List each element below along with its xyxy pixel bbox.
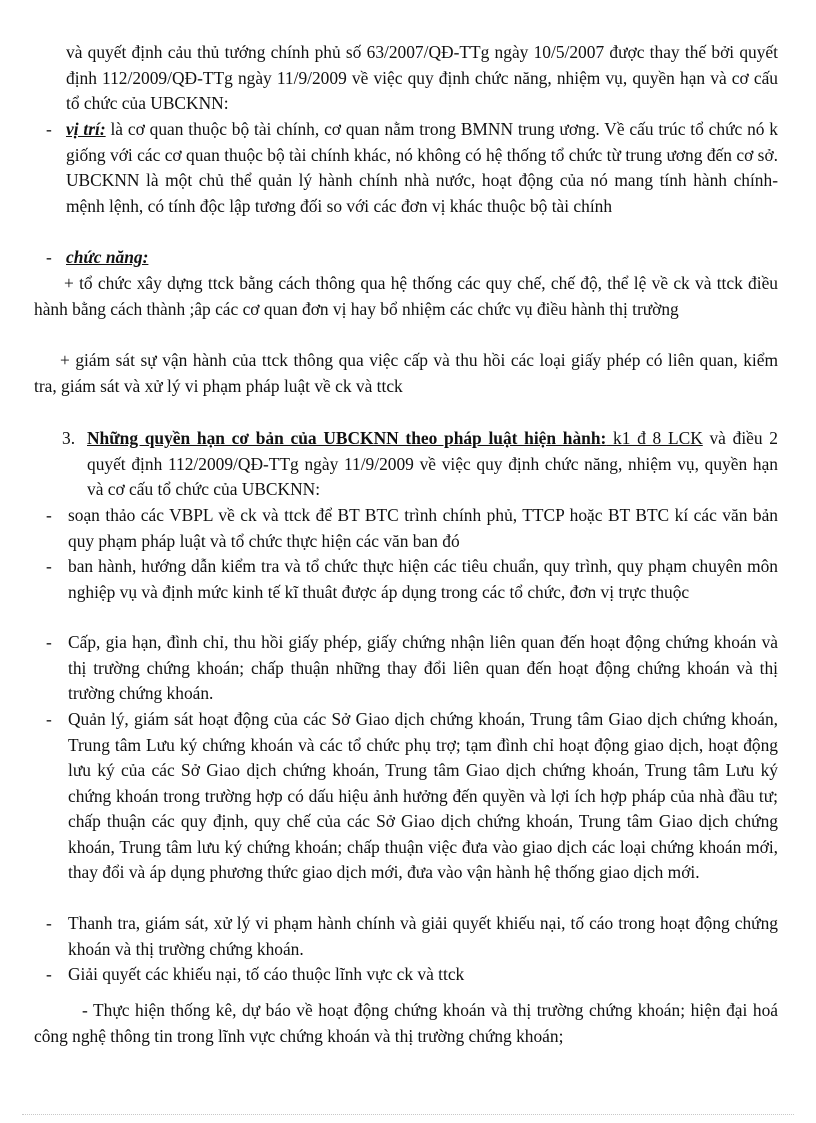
vitri-text: là cơ quan thuộc bộ tài chính, cơ quan nằm trong BMNN trung ương. Về cấu trúc tổ chức nó k giống với các cơ quan thuộc bộ tài chính khác, nó không có hệ thống tổ chức từ trung ương đến cơ sở. UBCKNN là một chủ thể quản lý hành chính nhà nước, hoạt động của nó mang tính hành chính- mệnh lệnh, có tính độc lập tương đối so với các đơn vị khác thuộc bộ tài chính (66, 119, 778, 216)
bullet-marker: - (46, 632, 52, 652)
chucnang-item-2: + giám sát sự vận hành của ttck thông qua việc cấp và thu hồi các loại giấy phép có liên quan, kiểm tra, giám sát và xử lý vi phạm pháp luật về ck và ttck (34, 350, 778, 396)
list-item: Giải quyết các khiếu nại, tố cáo thuộc lĩnh vực ck và ttck (68, 964, 465, 984)
list-item: Cấp, gia hạn, đình chỉ, thu hồi giấy phép, giấy chứng nhận liên quan đến hoạt động chứng khoán và thị trường chứng khoán; chấp thuận những thay đổi liên quan đến hoạt động chứng khoán và thị trường chứng khoán. (68, 632, 778, 703)
list-item: Quản lý, giám sát hoạt động của các Sở Giao dịch chứng khoán, Trung tâm Giao dịch chứng khoán, Trung tâm Lưu ký chứng khoán và các tổ chức phụ trợ; tạm đình chỉ hoạt động giao dịch, hoạt động lưu ký của các Sở Giao dịch chứng khoán, Trung tâm Giao dịch chứng khoán, Trung tâm Lưu ký chứng khoán trong trường hợp có dấu hiệu ảnh hưởng đến quyền và lợi ích hợp pháp của nhà đầu tư; chấp thuận các quy định, quy chế của các Sở Giao dịch chứng khoán, Trung tâm Giao dịch chứng khoán, Trung tâm lưu ký chứng khoán; chấp thuận việc đưa vào giao dịch các loại chứng khoán mới, thay đổi và áp dụng phương thức giao dịch mới, đưa vào vận hành hệ thống giao dịch mới. (68, 709, 778, 882)
section3-heading (87, 426, 778, 503)
intro-paragraph: và quyết định cảu thủ tướng chính phủ số 63/2007/QĐ-TTg ngày 10/5/2007 được thay thế bởi quyết định 112/2009/QĐ-TTg ngày 11/9/2009 về việc quy định chức năng, nhiệm vụ, quyền hạn và cơ cấu tổ chức của UBCKNN: (66, 42, 778, 113)
vitri-label: vị trí: (66, 119, 106, 139)
bullet-marker: - (46, 505, 52, 525)
bullet-marker: - (46, 964, 52, 984)
chucnang-label: chức năng: (66, 247, 149, 267)
chucnang-heading (66, 245, 778, 271)
list-item: ban hành, hướng dẫn kiểm tra và tổ chức thực hiện các tiêu chuẩn, quy trình, quy phạm chuyên môn nghiệp vụ và định mức kinh tế kĩ thuât được áp dụng trong các tổ chức, đơn vị trực thuộc (68, 556, 778, 602)
list-item: soạn thảo các VBPL về ck và ttck để BT BTC trình chính phủ, TTCP hoặc BT BTC kí các văn bản quy phạm pháp luật và tổ chức thực hiện các văn ban đó (68, 505, 778, 551)
vitri-paragraph (66, 117, 778, 219)
section3-ref: k1 đ 8 LCK (606, 428, 703, 448)
section-number: 3. (62, 428, 76, 448)
section3-title: Những quyền hạn cơ bản của UBCKNN theo pháp luật hiện hành: (87, 428, 607, 448)
closing-paragraph: - Thực hiện thống kê, dự báo về hoạt động chứng khoán và thị trường chứng khoán; hiện đại hoá công nghệ thông tin trong lĩnh vực chứng khoán và thị trường chứng khoán; (34, 1000, 778, 1046)
section3-rest: và điều 2 quyết định 112/2009/QĐ-TTg ngày 11/9/2009 về việc quy định chức năng, nhiệm vụ, quyền hạn và cơ cấu tổ chức của UBCKNN: (87, 428, 778, 499)
page-bottom-rule (22, 1114, 794, 1115)
bullet-marker: - (46, 119, 52, 139)
bullet-marker: - (46, 913, 52, 933)
bullet-marker: - (46, 556, 52, 576)
bullet-marker: - (46, 247, 52, 267)
chucnang-item-1: + tổ chức xây dựng ttck bằng cách thông qua hệ thống các quy chế, chế độ, thể lệ về ck và ttck điều hành bằng cách thành ;âp các cơ quan đơn vị hay bổ nhiệm các chức vụ điều hành thị trường (34, 273, 778, 319)
list-item: Thanh tra, giám sát, xử lý vi phạm hành chính và giải quyết khiếu nại, tố cáo trong hoạt động chứng khoán và thị trường chứng khoán. (68, 913, 778, 959)
bullet-marker: - (46, 709, 52, 729)
